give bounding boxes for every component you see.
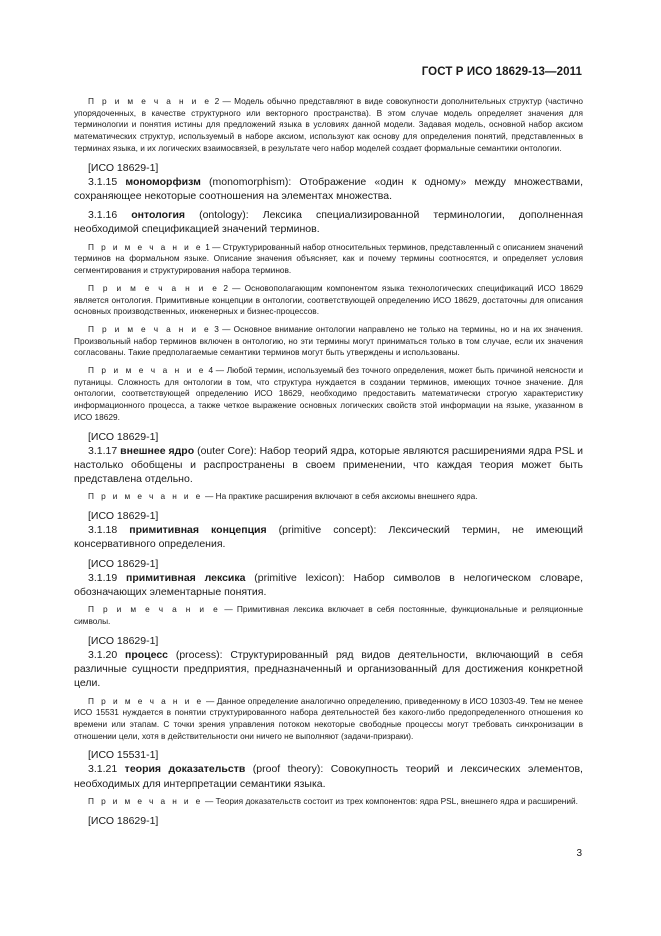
term-definition <box>74 175 583 204</box>
note-paragraph <box>74 365 583 424</box>
term-number: 3.1.21 <box>88 763 118 776</box>
term-name: теория доказательств <box>124 763 246 776</box>
note-paragraph <box>74 242 583 277</box>
document-body <box>74 96 583 828</box>
note-paragraph <box>74 283 583 318</box>
standard-header: ГОСТ Р ИСО 18629-13—2011 <box>421 66 582 78</box>
note-paragraph <box>74 96 583 155</box>
term-text: (ontology): Лексика специализированной терминологии, дополненная необходимой спецификацией значений терминов. <box>74 209 584 236</box>
note-text: 2 — Модель обычно представляют в виде совокупности дополнительных структур (частично упорядоченных, в качестве структурного или векторного пространства). В этом случае модель определяет значения для терминологии и понятия истины для предложений языка в условиях данной модели. Задавая модель, основной набор аксиом математических структур, используемый в наборе аксиом, используют как основу для определения понятий, представленных в терминах языка, и их логических взаимосвязей, в результате чего набор моделей создает формальные семантики онтологии. <box>74 96 583 153</box>
note-text: 3 — Основное внимание онтологии направлено не только на термины, но и на их значения. Произвольный набор терминов включен в онтологию, но эти термины могут приниматься только в том случае, если их значения согласованы. Такие предполагаемые семантики терминов могут быть утверждены и использованы. <box>74 323 583 358</box>
note-label: П р и м е ч а н и е <box>88 96 212 106</box>
term-text: (monomorphism): Отображение «один к одному» между множествами, сохраняющее некоторые соотношения на элементах множества. <box>74 175 583 202</box>
note-text: — Теория доказательств состоит из трех компонентов: ядра PSL, внешнего ядра и расширений. <box>204 796 578 807</box>
note-label: П р и м е ч а н и е <box>88 282 220 293</box>
term-definition <box>74 444 583 487</box>
page-number: 3 <box>576 848 582 859</box>
source-reference: [ИСО 18629-1] <box>88 430 159 443</box>
term-name: примитивная лексика <box>126 571 246 584</box>
term-text: (process): Структурированный ряд видов деятельности, включающий в себя различные сущности предприятия, предназначенный и организованный для достижения конкретной цели. <box>74 648 584 690</box>
term-number: 3.1.17 <box>88 444 118 457</box>
term-number: 3.1.15 <box>88 175 118 188</box>
term-name: мономорфизм <box>125 175 201 188</box>
note-paragraph <box>74 696 583 743</box>
note-label: П р и м е ч а н и е <box>88 365 206 376</box>
note-label: П р и м е ч а н и е <box>88 604 221 615</box>
term-definition <box>74 208 583 237</box>
term-definition <box>74 762 583 791</box>
source-reference: [ИСО 18629-1] <box>88 510 159 523</box>
term-text: (proof theory): Совокупность теорий и лексических элементов, необходимых для интерпретации семантики языка. <box>74 763 583 790</box>
note-text: 2 — Основополагающим компонентом языка технологических спецификаций ИСО 18629 является онтология. Примитивные концепции в онтологии, соответствующей определению ИСО 18629, достаточны для описания основных производственных, инженерных и бизнес-процессов. <box>74 282 583 317</box>
term-text: (outer Core): Набор теорий ядра, которые являются расширениями ядра PSL и настолько обобщены и распространены в своем применении, что каждая теория может быть представлена отдельно. <box>74 444 583 486</box>
source-reference: [ИСО 18629-1] <box>88 161 159 174</box>
note-text: — Примитивная лексика включает в себя постоянные, функциональные и реляционные символы. <box>74 604 583 627</box>
term-name: онтология <box>131 209 186 222</box>
source-reference: [ИСО 18629-1] <box>88 634 159 647</box>
note-text: 4 — Любой термин, используемый без точного определения, может быть причиной неясности и путаницы. Сложность для онтологии в том, что структура нуждается в создании терминов, имеющих точное значение. Для онтологии, соответствующей определению ИСО 18629, необходимо предоставить математически строгую характеристику информационного процесса, а также четкое выражение основных логических свойств этой информации на языке, указанном в ИСО 18629. <box>74 365 583 422</box>
note-label: П р и м е ч а н и е <box>88 491 203 502</box>
term-text: (primitive concept): Лексический термин, не имеющий консервативного определения. <box>74 524 583 551</box>
term-number: 3.1.18 <box>88 524 118 537</box>
note-text: — На практике расширения включают в себя аксиомы внешнего ядра. <box>204 491 478 502</box>
note-paragraph <box>74 796 583 808</box>
note-paragraph <box>74 604 583 627</box>
note-label: П р и м е ч а н и е <box>88 796 203 807</box>
term-name: примитивная концепция <box>129 524 267 537</box>
note-label: П р и м е ч а н и е <box>88 323 212 334</box>
term-text: (primitive lexicon): Набор символов в нелогическом словаре, обозначающих элементарные понятия. <box>74 571 584 599</box>
term-definition <box>74 523 583 552</box>
term-definition <box>74 571 583 600</box>
source-reference: [ИСО 15531-1] <box>88 749 159 762</box>
source-reference: [ИСО 18629-1] <box>88 814 159 827</box>
note-label: П р и м е ч а н и е <box>88 241 203 252</box>
term-number: 3.1.20 <box>88 648 118 661</box>
note-text: 1 — Структурированный набор относительных терминов, представленный с описанием значений терминов на формальном языке. Описание значения объясняет, как и почему термины соотносятся, и определяет условия сегментирования и структурирования набора терминов. <box>74 241 583 276</box>
source-reference: [ИСО 18629-1] <box>88 557 159 570</box>
note-label: П р и м е ч а н и е <box>88 695 204 706</box>
term-name: процесс <box>125 648 169 661</box>
note-text: — Данное определение аналогично определению, приведенному в ИСО 10303-49. Тем не менее ИСО 15531 нуждается в понятии структурированного набора деятельностей без какого-либо предопределенного отношения ко времени или этапам. С точки зрения управления потоком некоторые свободные процессы могут требовать синхронизации в отношении цели, хотя в действительности они ничего не выполняют (задачи-призраки). <box>74 695 583 741</box>
term-definition <box>74 648 583 691</box>
term-number: 3.1.16 <box>88 209 118 222</box>
term-number: 3.1.19 <box>88 571 118 584</box>
note-paragraph <box>74 491 583 503</box>
term-name: внешнее ядро <box>120 444 195 457</box>
note-paragraph <box>74 324 583 359</box>
